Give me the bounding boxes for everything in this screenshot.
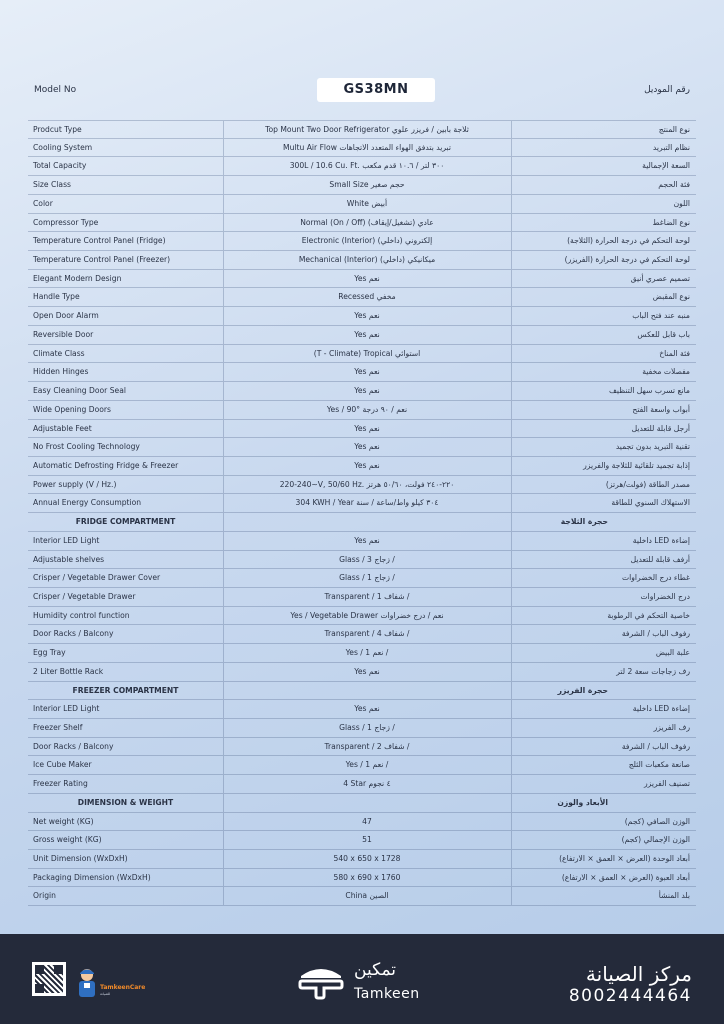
table-row [28, 476, 696, 495]
spec-value: Yes نعم [354, 329, 380, 339]
spec-value: Small Size حجم صغير [329, 180, 405, 190]
section-title-ar: حجرة الثلاجة [560, 517, 608, 527]
spec-value: 540 x 650 x 1728 [333, 854, 401, 864]
column-divider [511, 738, 512, 756]
table-row [28, 420, 696, 439]
table-row [28, 345, 696, 364]
spec-label-ar: مفصلات مخفية [642, 367, 690, 377]
table-row [28, 775, 696, 794]
table-row [28, 532, 696, 551]
spec-label-en: Size Class [33, 180, 71, 190]
column-divider [511, 569, 512, 587]
column-divider [511, 869, 512, 887]
table-row [28, 738, 696, 757]
spec-value: Yes / 90° نعم / ٩٠ درجة [326, 404, 408, 414]
spec-label-ar: مصدر الطاقة (فولت/هرتز) [605, 479, 690, 489]
spec-label-en: Open Door Alarm [33, 311, 99, 321]
spec-label-en: Humidity control function [33, 610, 130, 620]
spec-label-ar: خاصية التحكم في الرطوبة [607, 610, 690, 620]
spec-label-en: Ice Cube Maker [33, 760, 92, 770]
brand-name-ar: تمكين [354, 960, 397, 980]
spec-label-en: Wide Opening Doors [33, 404, 112, 414]
spec-label-en: Crisper / Vegetable Drawer [33, 591, 136, 601]
table-row [28, 588, 696, 607]
spec-label-ar: صانعة مكعبات الثلج [628, 760, 690, 770]
column-divider [511, 588, 512, 606]
spec-label-ar: أبعاد الوحدة (العرض × العمق × الارتفاع) [559, 854, 690, 864]
spec-label-en: Freezer Rating [33, 779, 88, 789]
spec-label-en: Temperature Control Panel (Fridge) [33, 236, 166, 246]
tamkeen-care-tagline: للصيانة [100, 992, 111, 996]
table-row [28, 232, 696, 251]
spec-label-en: Adjustable Feet [33, 423, 92, 433]
spec-label-ar: الاستهلاك السنوي للطاقة [611, 498, 690, 508]
spec-value: Yes نعم [354, 704, 380, 714]
column-divider [511, 438, 512, 456]
table-row [28, 363, 696, 382]
spec-label-ar: أرفف قابلة للتعديل [630, 554, 690, 564]
spec-label-ar: أبعاد العبوة (العرض × العمق × الارتفاع) [561, 872, 690, 882]
spec-label-en: Freezer Shelf [33, 723, 83, 732]
spec-value: Yes نعم [354, 535, 380, 545]
column-divider [511, 887, 512, 905]
spec-label-en: Crisper / Vegetable Drawer Cover [33, 573, 161, 583]
spec-value: Transparent / 4 شفاف / [324, 629, 410, 639]
spec-label-en: 2 Liter Bottle Rack [33, 666, 104, 676]
column-divider [511, 719, 512, 737]
spec-label-en: Adjustable shelves [33, 554, 105, 564]
table-row [28, 139, 696, 158]
spec-label-ar: اللون [673, 198, 690, 208]
table-row [28, 195, 696, 214]
spec-value: 580 x 690 x 1760 [333, 872, 401, 882]
section-header-row [28, 794, 696, 813]
spec-label-ar: رف الفريزر [653, 723, 690, 732]
service-center-label: مركز الصيانة [585, 962, 692, 986]
column-divider [511, 270, 512, 288]
column-divider [223, 513, 224, 531]
column-divider [511, 682, 512, 700]
spec-label-ar: تصميم عصري أنيق [630, 273, 690, 283]
spec-label-ar: رفوف الباب / الشرفة [621, 741, 690, 751]
spec-label-ar: منبه عند فتح الباب [632, 311, 690, 321]
spec-value: 300L / 10.6 Cu. Ft. ٣٠٠ لتر / ١٠.٦ قدم مكعب [289, 161, 445, 171]
spec-label-en: Gross weight (KG) [33, 835, 102, 845]
spec-label-en: Elegant Modern Design [33, 273, 122, 283]
column-divider [511, 532, 512, 550]
specification-table [28, 120, 696, 906]
column-divider [511, 551, 512, 569]
spec-value: Transparent / 1 شفاف / [324, 591, 410, 601]
spec-label-en: Power supply (V / Hz.) [33, 479, 117, 489]
column-divider [511, 307, 512, 325]
table-row [28, 401, 696, 420]
tamkeen-logo-icon [296, 964, 346, 1000]
column-divider [511, 813, 512, 831]
section-title-en: DIMENSION & WEIGHT [77, 797, 174, 807]
spec-label-ar: درج الخضراوات [640, 591, 690, 601]
table-row [28, 813, 696, 832]
column-divider [511, 121, 512, 138]
column-divider [511, 345, 512, 363]
spec-label-ar: أرجل قابلة للتعديل [631, 423, 690, 433]
spec-label-en: Net weight (KG) [33, 816, 94, 826]
section-title-en: FRIDGE COMPARTMENT [75, 517, 176, 527]
spec-label-en: Total Capacity [33, 161, 87, 171]
spec-value: Glass / 1 زجاج / [339, 723, 395, 732]
spec-value: Electronic (Interior) إلكتروني (داخلي) [301, 236, 433, 246]
column-divider [511, 232, 512, 250]
column-divider [511, 382, 512, 400]
section-title-en: FREEZER COMPARTMENT [72, 685, 179, 695]
spec-label-en: Cooling System [33, 142, 93, 152]
column-divider [511, 625, 512, 643]
spec-label-en: Unit Dimension (WxDxH) [33, 854, 128, 864]
column-divider [511, 494, 512, 512]
spec-label-en: Origin [33, 891, 56, 901]
column-divider [511, 607, 512, 625]
table-row [28, 850, 696, 869]
spec-value: 51 [362, 835, 372, 845]
column-divider [511, 195, 512, 213]
table-row [28, 307, 696, 326]
column-divider [511, 139, 512, 157]
column-divider [511, 326, 512, 344]
footer-bar [0, 934, 724, 1024]
table-row [28, 625, 696, 644]
spec-value: Glass / 3 زجاج / [339, 554, 395, 564]
table-row [28, 176, 696, 195]
service-phone-number[interactable]: 8002444464 [568, 986, 692, 1006]
spec-label-ar: إضاءة LED داخلية [632, 704, 690, 714]
column-divider [511, 700, 512, 718]
column-divider [511, 363, 512, 381]
table-row [28, 438, 696, 457]
column-divider [511, 420, 512, 438]
spec-label-en: Reversible Door [33, 329, 94, 339]
technician-mascot-icon [72, 966, 102, 1000]
table-row [28, 869, 696, 888]
table-row [28, 700, 696, 719]
spec-value: 220-240~V, 50/60 Hz. ٢٢٠-٢٤٠ فولت، ٥٠/٦٠ هرتز [279, 479, 455, 489]
spec-value: White أبيض [346, 198, 388, 208]
spec-label-en: Prodcut Type [33, 125, 82, 134]
spec-label-ar: السعة الإجمالية [642, 161, 690, 171]
spec-value: 4 Star ٤ نجوم [343, 779, 391, 789]
brand-name-en: Tamkeen [354, 986, 420, 1002]
spec-label-en: Hidden Hinges [33, 367, 89, 377]
spec-label-en: Temperature Control Panel (Freezer) [33, 255, 171, 265]
table-row [28, 569, 696, 588]
column-divider [511, 401, 512, 419]
section-title-ar: الأبعاد والوزن [557, 797, 608, 807]
spec-value: Yes نعم [354, 666, 380, 676]
model-label-ar: رقم الموديل [644, 85, 690, 95]
spec-label-ar: لوحة التحكم في درجة الحرارة (الفريزر) [564, 255, 690, 265]
spec-label-ar: نوع المقبض [652, 292, 690, 302]
spec-label-ar: إضاءة LED داخلية [632, 535, 690, 545]
spec-label-ar: إذابة تجميد تلقائية للثلاجة والفريزر [583, 460, 690, 470]
spec-label-en: Color [33, 198, 53, 208]
column-divider [223, 794, 224, 812]
spec-label-ar: فئة المناخ [659, 348, 690, 358]
spec-value: Yes نعم [354, 273, 380, 283]
column-divider [511, 513, 512, 531]
column-divider [511, 251, 512, 269]
spec-label-en: Interior LED Light [33, 535, 100, 545]
spec-label-en: Door Racks / Balcony [33, 741, 114, 751]
spec-value: Multu Air Flow تبريد بتدفق الهواء المتعدد الاتجاهات [283, 142, 451, 152]
spec-label-ar: تصنيف الفريزر [644, 779, 690, 789]
spec-label-en: Automatic Defrosting Fridge & Freezer [33, 460, 179, 470]
spec-value: Yes / 1 نعم / [345, 760, 389, 770]
model-number-row [28, 78, 696, 104]
table-row [28, 494, 696, 513]
column-divider [511, 457, 512, 475]
spec-value: Glass / 1 زجاج / [339, 573, 395, 583]
spec-value: Mechanical (Interior) ميكانيكي (داخلي) [298, 255, 436, 265]
tamkeen-care-logo: TamkeenCare [100, 984, 146, 991]
column-divider [511, 663, 512, 681]
table-row [28, 719, 696, 738]
spec-label-en: Compressor Type [33, 217, 99, 227]
table-row [28, 551, 696, 570]
column-divider [511, 288, 512, 306]
spec-label-ar: نظام التبريد [652, 142, 690, 152]
spec-value: Normal (On / Off) عادي (تشغيل/إيقاف) [300, 217, 434, 227]
table-row [28, 382, 696, 401]
spec-label-ar: مانع تسرب سهل التنظيف [608, 386, 690, 396]
spec-value: Yes نعم [354, 367, 380, 377]
column-divider [511, 214, 512, 232]
table-row [28, 288, 696, 307]
spec-value: Yes نعم [354, 386, 380, 396]
table-row [28, 251, 696, 270]
table-row [28, 326, 696, 345]
spec-value: 47 [362, 816, 372, 826]
spec-label-en: Annual Energy Consumption [33, 498, 142, 508]
spec-value: Yes نعم [354, 311, 380, 321]
spec-label-ar: تقنية التبريد بدون تجميد [615, 442, 690, 452]
table-row [28, 887, 696, 906]
section-title-ar: حجرة الفريزر [557, 685, 608, 695]
spec-value: China الصين [345, 891, 389, 901]
spec-value: Top Mount Two Door Refrigerator ثلاجة بابين / فريزر علوي [265, 125, 469, 134]
spec-value: Yes / Vegetable Drawer نعم / درج خضراوات [290, 610, 444, 620]
model-number-value: GS38MN [317, 78, 435, 102]
column-divider [511, 794, 512, 812]
spec-label-en: Egg Tray [33, 648, 66, 658]
column-divider [511, 176, 512, 194]
spec-value: 304 KWH / Year ٣٠٤ كيلو واط/ساعة / سنة [295, 498, 439, 508]
table-row [28, 270, 696, 289]
spec-label-ar: علبة البيض [655, 648, 690, 658]
spec-label-en: No Frost Cooling Technology [33, 442, 140, 452]
spec-value: Yes نعم [354, 442, 380, 452]
qr-code-icon[interactable] [32, 962, 66, 996]
spec-value: Recessed مخفي [338, 292, 396, 302]
model-label-en: Model No [34, 85, 77, 95]
table-row [28, 644, 696, 663]
spec-label-ar: رف زجاجات سعة 2 لتر [616, 666, 690, 676]
spec-label-en: Handle Type [33, 292, 80, 302]
table-row [28, 607, 696, 626]
spec-label-ar: فئة الحجم [658, 180, 690, 190]
spec-label-ar: الوزن الإجمالي (كجم) [621, 835, 690, 845]
column-divider [511, 476, 512, 494]
spec-label-ar: رفوف الباب / الشرفة [621, 629, 690, 639]
spec-label-ar: نوع المنتج [658, 125, 690, 134]
column-divider [511, 157, 512, 175]
spec-label-ar: نوع الضاغط [652, 217, 690, 227]
table-row [28, 214, 696, 233]
spec-value: Yes نعم [354, 460, 380, 470]
spec-label-ar: لوحة التحكم في درجة الحرارة (الثلاجة) [567, 236, 690, 246]
spec-value: Yes / 1 نعم / [345, 648, 389, 658]
spec-value: Transparent / 2 شفاف / [324, 741, 410, 751]
column-divider [511, 756, 512, 774]
spec-value: (T - Climate) Tropical استوائي [313, 348, 421, 358]
table-row [28, 157, 696, 176]
spec-label-en: Door Racks / Balcony [33, 629, 114, 639]
spec-value: Yes نعم [354, 423, 380, 433]
column-divider [223, 682, 224, 700]
spec-label-ar: أبواب واسعة الفتح [632, 404, 690, 414]
spec-label-ar: باب قابل للعكس [637, 329, 690, 339]
column-divider [511, 850, 512, 868]
spec-label-en: Interior LED Light [33, 704, 100, 714]
table-row [28, 831, 696, 850]
spec-label-ar: الوزن الصافي (كجم) [624, 816, 690, 826]
section-header-row [28, 513, 696, 532]
column-divider [511, 775, 512, 793]
column-divider [511, 644, 512, 662]
table-row [28, 756, 696, 775]
table-row [28, 120, 696, 139]
spec-label-en: Climate Class [33, 348, 85, 358]
table-row [28, 457, 696, 476]
spec-label-en: Easy Cleaning Door Seal [33, 386, 126, 396]
column-divider [511, 831, 512, 849]
table-row [28, 663, 696, 682]
section-header-row [28, 682, 696, 701]
spec-label-ar: بلد المنشأ [658, 891, 690, 901]
spec-label-ar: غطاء درج الخضراوات [622, 573, 690, 583]
spec-label-en: Packaging Dimension (WxDxH) [33, 872, 151, 882]
